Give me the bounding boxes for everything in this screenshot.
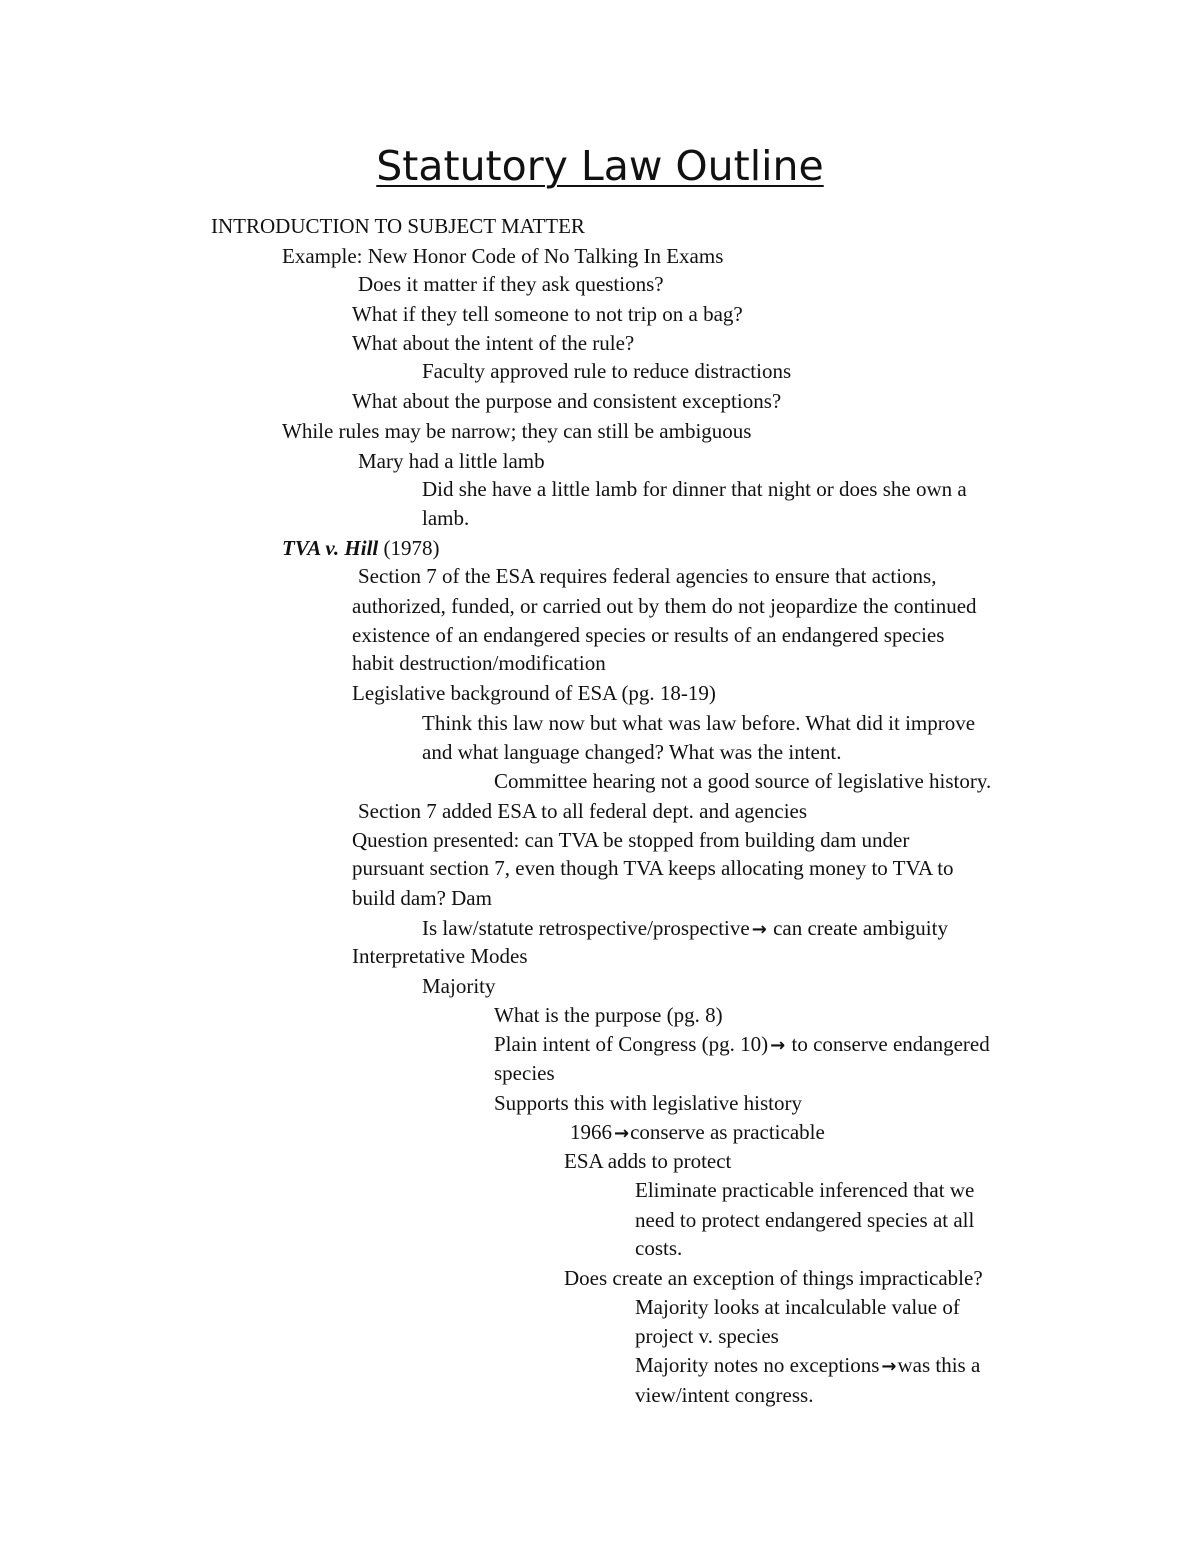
outline-text-main: Is law/statute retrospective/prospective — [422, 916, 750, 940]
arrow-right-icon: → — [770, 1035, 786, 1056]
outline-text — [358, 446, 545, 476]
outline-text — [564, 1146, 731, 1176]
outline-text — [635, 1380, 813, 1410]
outline-text — [352, 591, 977, 621]
outline-text — [494, 1000, 723, 1030]
outline-text — [635, 1205, 974, 1235]
outline-text-main: Question presented: can TVA be stopped from building dam under — [352, 828, 910, 852]
outline-text-main: Think this law now but what was law before. What did it improve — [422, 711, 976, 735]
outline-text — [422, 503, 469, 533]
outline-text — [422, 737, 841, 767]
arrow-right-icon: → — [881, 1356, 897, 1377]
outline-text — [352, 386, 781, 416]
outline-text-main: existence of an endangered species or results of an endangered species — [352, 623, 945, 647]
outline-text — [635, 1175, 974, 1205]
arrow-right-icon: → — [614, 1123, 630, 1144]
outline-text-main: Supports this with legislative history — [494, 1091, 802, 1115]
outline-text-main: Faculty approved rule to reduce distractions — [422, 359, 792, 383]
outline-text — [282, 241, 723, 271]
outline-text-main: Eliminate practicable inferenced that we — [635, 1178, 975, 1202]
outline-text-continued: can create ambiguity — [767, 916, 948, 940]
outline-text-main: Does create an exception of things impracticable? — [564, 1266, 983, 1290]
outline-text-main: Interpretative Modes — [352, 944, 528, 968]
outline-text-main: project v. species — [635, 1324, 779, 1348]
outline-text-main: Majority notes no exceptions — [635, 1353, 880, 1377]
outline-text-main: view/intent congress. — [635, 1383, 814, 1407]
outline-text-main: What is the purpose (pg. 8) — [494, 1003, 723, 1027]
outline-text — [358, 561, 936, 591]
outline-text-continued: was this a — [897, 1353, 981, 1377]
outline-text-main: 1966 — [570, 1120, 612, 1144]
outline-text — [494, 766, 991, 796]
outline-text — [422, 474, 967, 504]
outline-text — [358, 796, 807, 826]
outline-text-continued: conserve as practicable — [630, 1120, 825, 1144]
outline-text — [422, 971, 496, 1001]
outline-text-main: While rules may be narrow; they can still be ambiguous — [282, 419, 752, 443]
outline-text — [635, 1321, 779, 1351]
outline-text — [282, 416, 751, 446]
outline-text — [282, 533, 440, 563]
outline-text-main: Committee hearing not a good source of legislative history. — [494, 769, 992, 793]
outline-text-main: What about the intent of the rule? — [352, 331, 635, 355]
outline-text-main: authorized, funded, or carried out by them do not jeopardize the continued — [352, 594, 977, 618]
outline-text-main: species — [494, 1061, 555, 1085]
outline-text — [494, 1029, 990, 1061]
outline-text — [352, 678, 716, 708]
document-title: Statutory Law Outline — [376, 142, 824, 190]
outline-text — [352, 328, 634, 358]
outline-text — [352, 620, 944, 650]
outline-text-main: costs. — [635, 1236, 683, 1260]
outline-text — [352, 648, 606, 678]
outline-text — [635, 1292, 960, 1322]
case-name: TVA v. Hill — [282, 536, 379, 560]
outline-text — [211, 211, 585, 241]
outline-text — [352, 825, 909, 855]
outline-text — [422, 356, 791, 386]
outline-text-main: need to protect endangered species at all — [635, 1208, 975, 1232]
outline-text — [564, 1263, 983, 1293]
outline-text — [352, 299, 743, 329]
outline-text-main: pursuant section 7, even though TVA keeps allocating money to TVA to — [352, 856, 954, 880]
outline-text-main: INTRODUCTION TO SUBJECT MATTER — [211, 214, 585, 238]
outline-text — [352, 941, 528, 971]
outline-text-main: Does it matter if they ask questions? — [358, 272, 664, 296]
outline-text-main: build dam? Dam — [352, 886, 492, 910]
outline-text-main: Section 7 of the ESA requires federal agencies to ensure that actions, — [358, 564, 937, 588]
outline-text-main: What if they tell someone to not trip on a bag? — [352, 302, 743, 326]
outline-text-main: Legislative background of ESA (pg. 18-19) — [352, 681, 716, 705]
outline-text — [635, 1233, 682, 1263]
outline-text-continued: to conserve endangered — [786, 1032, 990, 1056]
outline-text — [570, 1117, 825, 1149]
outline-text-main: Plain intent of Congress (pg. 10) — [494, 1032, 769, 1056]
outline-text — [352, 883, 492, 913]
outline-text-main: (1978) — [378, 536, 440, 560]
outline-text-main: What about the purpose and consistent exceptions? — [352, 389, 782, 413]
outline-text — [358, 269, 664, 299]
outline-text-main: Majority looks at incalculable value of — [635, 1295, 960, 1319]
arrow-right-icon: → — [751, 919, 767, 940]
outline-text-main: ESA adds to protect — [564, 1149, 732, 1173]
outline-text — [635, 1350, 980, 1382]
outline-text-main: Section 7 added ESA to all federal dept. and agencies — [358, 799, 808, 823]
outline-text-main: Example: New Honor Code of No Talking In Exams — [282, 244, 724, 268]
outline-text-main: habit destruction/modification — [352, 651, 606, 675]
outline-text-main: Majority — [422, 974, 496, 998]
outline-text — [352, 853, 954, 883]
outline-text — [494, 1058, 555, 1088]
outline-text-main: Did she have a little lamb for dinner that night or does she own a — [422, 477, 967, 501]
outline-text-main: and what language changed? What was the intent. — [422, 740, 842, 764]
outline-text-main: lamb. — [422, 506, 470, 530]
outline-text — [494, 1088, 802, 1118]
outline-text-main: Mary had a little lamb — [358, 449, 545, 473]
outline-text — [422, 708, 975, 738]
